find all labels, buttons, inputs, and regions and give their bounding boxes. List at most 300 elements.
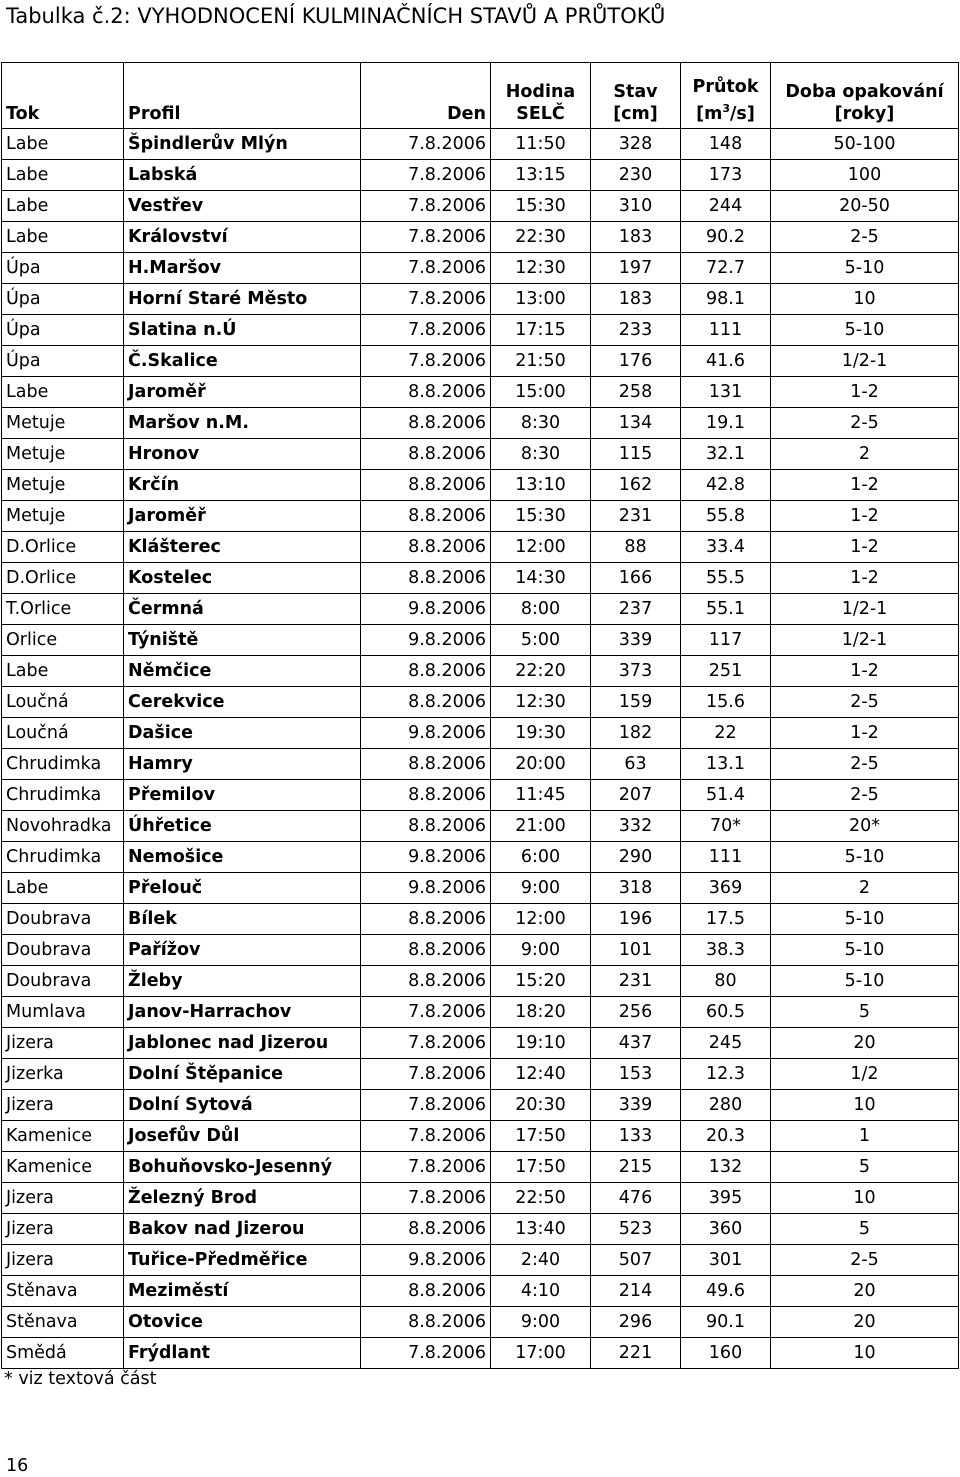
cell-den: 9.8.2006 <box>361 873 491 904</box>
cell-den: 7.8.2006 <box>361 1090 491 1121</box>
table-row <box>2 1152 959 1183</box>
cell-hodina: 21:00 <box>491 811 591 842</box>
cell-hodina: 20:30 <box>491 1090 591 1121</box>
cell-tok: Metuje <box>2 470 124 501</box>
cell-den: 7.8.2006 <box>361 253 491 284</box>
cell-den: 8.8.2006 <box>361 439 491 470</box>
cell-hodina: 9:00 <box>491 873 591 904</box>
table-row <box>2 873 959 904</box>
table-body <box>2 129 959 1369</box>
cell-tok: Metuje <box>2 501 124 532</box>
cell-hodina: 14:30 <box>491 563 591 594</box>
prutok-unit-sup: 3 <box>722 102 731 116</box>
cell-profil: Jaroměř <box>124 501 361 532</box>
cell-doba: 1-2 <box>771 501 959 532</box>
cell-den: 8.8.2006 <box>361 563 491 594</box>
cell-hodina: 13:15 <box>491 160 591 191</box>
cell-hodina: 19:30 <box>491 718 591 749</box>
cell-prutok: 90.1 <box>681 1307 771 1338</box>
cell-tok: Chrudimka <box>2 780 124 811</box>
cell-den: 8.8.2006 <box>361 780 491 811</box>
cell-stav: 233 <box>591 315 681 346</box>
cell-prutok: 111 <box>681 315 771 346</box>
cell-profil: Železný Brod <box>124 1183 361 1214</box>
cell-hodina: 15:30 <box>491 501 591 532</box>
cell-doba: 2-5 <box>771 1245 959 1276</box>
cell-prutok: 160 <box>681 1338 771 1369</box>
table-row <box>2 160 959 191</box>
page-number: 16 <box>6 1456 29 1476</box>
table-row <box>2 1028 959 1059</box>
cell-prutok: 17.5 <box>681 904 771 935</box>
cell-prutok: 19.1 <box>681 408 771 439</box>
cell-hodina: 19:10 <box>491 1028 591 1059</box>
cell-hodina: 17:00 <box>491 1338 591 1369</box>
table-row <box>2 656 959 687</box>
cell-profil: Klášterec <box>124 532 361 563</box>
cell-hodina: 12:00 <box>491 904 591 935</box>
cell-doba: 20 <box>771 1028 959 1059</box>
cell-den: 7.8.2006 <box>361 129 491 160</box>
col-header-den: Den <box>361 63 491 129</box>
table-row <box>2 377 959 408</box>
cell-profil: Týniště <box>124 625 361 656</box>
cell-doba: 2-5 <box>771 687 959 718</box>
cell-profil: Hamry <box>124 749 361 780</box>
cell-tok: D.Orlice <box>2 532 124 563</box>
table-row <box>2 532 959 563</box>
cell-tok: Jizera <box>2 1028 124 1059</box>
col-header-hodina <box>491 63 591 129</box>
cell-doba: 20* <box>771 811 959 842</box>
culmination-table <box>1 62 959 1369</box>
table-row <box>2 1059 959 1090</box>
cell-prutok: 38.3 <box>681 935 771 966</box>
cell-prutok: 72.7 <box>681 253 771 284</box>
cell-den: 7.8.2006 <box>361 315 491 346</box>
cell-profil: Bohuňovsko-Jesenný <box>124 1152 361 1183</box>
cell-den: 7.8.2006 <box>361 1152 491 1183</box>
cell-profil: Vestřev <box>124 191 361 222</box>
cell-stav: 133 <box>591 1121 681 1152</box>
cell-den: 7.8.2006 <box>361 1183 491 1214</box>
col-header-hodina-line1: Hodina <box>505 82 576 102</box>
cell-tok: Metuje <box>2 408 124 439</box>
cell-den: 9.8.2006 <box>361 718 491 749</box>
cell-prutok: 369 <box>681 873 771 904</box>
cell-stav: 310 <box>591 191 681 222</box>
cell-doba: 5-10 <box>771 842 959 873</box>
table-row <box>2 1276 959 1307</box>
cell-stav: 328 <box>591 129 681 160</box>
table-row <box>2 842 959 873</box>
cell-prutok: 111 <box>681 842 771 873</box>
cell-doba: 50-100 <box>771 129 959 160</box>
cell-profil: Dašice <box>124 718 361 749</box>
cell-profil: Josefův Důl <box>124 1121 361 1152</box>
cell-hodina: 15:20 <box>491 966 591 997</box>
table-row <box>2 594 959 625</box>
cell-hodina: 12:00 <box>491 532 591 563</box>
cell-tok: Doubrava <box>2 904 124 935</box>
cell-doba: 5-10 <box>771 935 959 966</box>
cell-tok: Úpa <box>2 253 124 284</box>
cell-tok: Jizera <box>2 1183 124 1214</box>
cell-prutok: 41.6 <box>681 346 771 377</box>
table-row <box>2 439 959 470</box>
cell-doba: 2-5 <box>771 408 959 439</box>
cell-profil: Č.Skalice <box>124 346 361 377</box>
table-header-row <box>2 63 959 129</box>
cell-profil: Hronov <box>124 439 361 470</box>
table-row <box>2 1245 959 1276</box>
cell-prutok: 22 <box>681 718 771 749</box>
col-header-profil: Profil <box>124 63 361 129</box>
cell-stav: 101 <box>591 935 681 966</box>
cell-hodina: 13:00 <box>491 284 591 315</box>
cell-stav: 318 <box>591 873 681 904</box>
cell-den: 7.8.2006 <box>361 191 491 222</box>
cell-prutok: 132 <box>681 1152 771 1183</box>
cell-tok: Mumlava <box>2 997 124 1028</box>
col-header-doba-line1: Doba opakování <box>785 82 944 102</box>
cell-profil: Přelouč <box>124 873 361 904</box>
cell-stav: 214 <box>591 1276 681 1307</box>
cell-tok: Jizerka <box>2 1059 124 1090</box>
cell-tok: Metuje <box>2 439 124 470</box>
cell-stav: 207 <box>591 780 681 811</box>
cell-tok: Labe <box>2 160 124 191</box>
cell-hodina: 18:20 <box>491 997 591 1028</box>
cell-doba: 5 <box>771 997 959 1028</box>
cell-prutok: 131 <box>681 377 771 408</box>
cell-den: 8.8.2006 <box>361 656 491 687</box>
cell-stav: 63 <box>591 749 681 780</box>
cell-profil: Bílek <box>124 904 361 935</box>
cell-den: 8.8.2006 <box>361 1307 491 1338</box>
cell-prutok: 80 <box>681 966 771 997</box>
page-title: Tabulka č.2: VYHODNOCENÍ KULMINAČNÍCH STAVŮ A PRŮTOKŮ <box>6 4 666 28</box>
cell-stav: 196 <box>591 904 681 935</box>
cell-den: 7.8.2006 <box>361 284 491 315</box>
cell-prutok: 148 <box>681 129 771 160</box>
table-row <box>2 346 959 377</box>
cell-prutok: 251 <box>681 656 771 687</box>
table-row <box>2 129 959 160</box>
col-header-stav-line1: Stav <box>613 82 658 102</box>
cell-stav: 183 <box>591 222 681 253</box>
cell-den: 8.8.2006 <box>361 1214 491 1245</box>
table-row <box>2 222 959 253</box>
cell-prutok: 70* <box>681 811 771 842</box>
cell-den: 8.8.2006 <box>361 811 491 842</box>
col-header-doba <box>771 63 959 129</box>
cell-prutok: 360 <box>681 1214 771 1245</box>
cell-stav: 476 <box>591 1183 681 1214</box>
cell-tok: Labe <box>2 222 124 253</box>
cell-stav: 176 <box>591 346 681 377</box>
col-header-prutok-line1: Průtok <box>692 77 759 98</box>
table-row <box>2 718 959 749</box>
cell-profil: Cerekvice <box>124 687 361 718</box>
cell-den: 7.8.2006 <box>361 997 491 1028</box>
table-row <box>2 1183 959 1214</box>
col-header-tok: Tok <box>2 63 124 129</box>
cell-profil: Dolní Sytová <box>124 1090 361 1121</box>
cell-hodina: 15:00 <box>491 377 591 408</box>
cell-prutok: 33.4 <box>681 532 771 563</box>
cell-stav: 373 <box>591 656 681 687</box>
cell-stav: 256 <box>591 997 681 1028</box>
cell-hodina: 12:30 <box>491 253 591 284</box>
cell-profil: Labská <box>124 160 361 191</box>
table-row <box>2 935 959 966</box>
table-row <box>2 1214 959 1245</box>
cell-doba: 10 <box>771 284 959 315</box>
cell-hodina: 17:50 <box>491 1152 591 1183</box>
cell-profil: Žleby <box>124 966 361 997</box>
cell-stav: 332 <box>591 811 681 842</box>
col-header-prutok <box>681 63 771 129</box>
cell-tok: Doubrava <box>2 935 124 966</box>
cell-prutok: 280 <box>681 1090 771 1121</box>
cell-den: 8.8.2006 <box>361 377 491 408</box>
cell-prutok: 173 <box>681 160 771 191</box>
cell-prutok: 90.2 <box>681 222 771 253</box>
cell-stav: 182 <box>591 718 681 749</box>
cell-doba: 1/2-1 <box>771 346 959 377</box>
cell-hodina: 8:30 <box>491 408 591 439</box>
cell-tok: Labe <box>2 377 124 408</box>
cell-prutok: 60.5 <box>681 997 771 1028</box>
cell-prutok: 117 <box>681 625 771 656</box>
cell-doba: 2-5 <box>771 749 959 780</box>
cell-doba: 1/2-1 <box>771 625 959 656</box>
cell-profil: Kostelec <box>124 563 361 594</box>
cell-hodina: 12:30 <box>491 687 591 718</box>
cell-den: 7.8.2006 <box>361 1059 491 1090</box>
cell-prutok: 244 <box>681 191 771 222</box>
cell-hodina: 13:40 <box>491 1214 591 1245</box>
cell-den: 8.8.2006 <box>361 966 491 997</box>
cell-profil: Otovice <box>124 1307 361 1338</box>
cell-hodina: 11:50 <box>491 129 591 160</box>
cell-stav: 296 <box>591 1307 681 1338</box>
cell-tok: Smědá <box>2 1338 124 1369</box>
cell-doba: 1-2 <box>771 377 959 408</box>
cell-doba: 20 <box>771 1307 959 1338</box>
cell-tok: Chrudimka <box>2 842 124 873</box>
cell-doba: 5 <box>771 1214 959 1245</box>
cell-tok: Jizera <box>2 1214 124 1245</box>
cell-doba: 20 <box>771 1276 959 1307</box>
cell-den: 7.8.2006 <box>361 160 491 191</box>
cell-tok: Úpa <box>2 284 124 315</box>
cell-prutok: 49.6 <box>681 1276 771 1307</box>
cell-prutok: 55.1 <box>681 594 771 625</box>
cell-stav: 231 <box>591 966 681 997</box>
cell-den: 8.8.2006 <box>361 408 491 439</box>
cell-prutok: 55.5 <box>681 563 771 594</box>
cell-profil: Meziměstí <box>124 1276 361 1307</box>
cell-hodina: 9:00 <box>491 935 591 966</box>
cell-den: 7.8.2006 <box>361 1028 491 1059</box>
cell-profil: Frýdlant <box>124 1338 361 1369</box>
cell-prutok: 15.6 <box>681 687 771 718</box>
cell-stav: 197 <box>591 253 681 284</box>
cell-tok: T.Orlice <box>2 594 124 625</box>
cell-profil: Nemošice <box>124 842 361 873</box>
cell-tok: Orlice <box>2 625 124 656</box>
table-row <box>2 687 959 718</box>
cell-profil: Dolní Štěpanice <box>124 1059 361 1090</box>
cell-stav: 115 <box>591 439 681 470</box>
cell-prutok: 20.3 <box>681 1121 771 1152</box>
cell-doba: 2 <box>771 439 959 470</box>
cell-stav: 237 <box>591 594 681 625</box>
table-row <box>2 253 959 284</box>
cell-tok: Loučná <box>2 718 124 749</box>
cell-profil: Špindlerův Mlýn <box>124 129 361 160</box>
cell-tok: Kamenice <box>2 1121 124 1152</box>
cell-doba: 5-10 <box>771 253 959 284</box>
cell-doba: 1 <box>771 1121 959 1152</box>
cell-profil: Čermná <box>124 594 361 625</box>
cell-stav: 339 <box>591 1090 681 1121</box>
table-row <box>2 780 959 811</box>
cell-stav: 166 <box>591 563 681 594</box>
cell-den: 7.8.2006 <box>361 346 491 377</box>
cell-profil: Přemilov <box>124 780 361 811</box>
table-row <box>2 1090 959 1121</box>
cell-stav: 437 <box>591 1028 681 1059</box>
table-row <box>2 625 959 656</box>
cell-den: 7.8.2006 <box>361 222 491 253</box>
cell-doba: 1-2 <box>771 656 959 687</box>
cell-den: 8.8.2006 <box>361 687 491 718</box>
col-header-stav-line2: [cm] <box>613 104 658 124</box>
cell-tok: Stěnava <box>2 1307 124 1338</box>
cell-den: 8.8.2006 <box>361 470 491 501</box>
cell-hodina: 17:50 <box>491 1121 591 1152</box>
cell-doba: 2 <box>771 873 959 904</box>
cell-hodina: 6:00 <box>491 842 591 873</box>
cell-hodina: 13:10 <box>491 470 591 501</box>
cell-tok: Jizera <box>2 1090 124 1121</box>
cell-profil: Maršov n.M. <box>124 408 361 439</box>
footnote: * viz textová část <box>4 1369 157 1389</box>
cell-den: 9.8.2006 <box>361 594 491 625</box>
cell-prutok: 13.1 <box>681 749 771 780</box>
cell-profil: Němčice <box>124 656 361 687</box>
cell-tok: Chrudimka <box>2 749 124 780</box>
cell-profil: Jablonec nad Jizerou <box>124 1028 361 1059</box>
table-row <box>2 1307 959 1338</box>
cell-doba: 5 <box>771 1152 959 1183</box>
cell-hodina: 8:00 <box>491 594 591 625</box>
cell-profil: Jaroměř <box>124 377 361 408</box>
cell-doba: 10 <box>771 1338 959 1369</box>
table-row <box>2 749 959 780</box>
cell-prutok: 395 <box>681 1183 771 1214</box>
cell-stav: 507 <box>591 1245 681 1276</box>
cell-tok: D.Orlice <box>2 563 124 594</box>
cell-hodina: 15:30 <box>491 191 591 222</box>
cell-doba: 1-2 <box>771 718 959 749</box>
cell-stav: 523 <box>591 1214 681 1245</box>
cell-doba: 20-50 <box>771 191 959 222</box>
cell-den: 9.8.2006 <box>361 842 491 873</box>
cell-den: 7.8.2006 <box>361 1121 491 1152</box>
cell-den: 7.8.2006 <box>361 1338 491 1369</box>
cell-hodina: 9:00 <box>491 1307 591 1338</box>
table-row <box>2 501 959 532</box>
cell-den: 8.8.2006 <box>361 904 491 935</box>
prutok-unit-post: /s] <box>730 104 755 124</box>
cell-profil: Tuřice-Předměřice <box>124 1245 361 1276</box>
cell-stav: 153 <box>591 1059 681 1090</box>
cell-hodina: 12:40 <box>491 1059 591 1090</box>
cell-stav: 290 <box>591 842 681 873</box>
cell-doba: 100 <box>771 160 959 191</box>
cell-profil: Pařížov <box>124 935 361 966</box>
cell-stav: 221 <box>591 1338 681 1369</box>
cell-hodina: 20:00 <box>491 749 591 780</box>
cell-profil: H.Maršov <box>124 253 361 284</box>
col-header-doba-line2: [roky] <box>834 104 895 124</box>
cell-doba: 1-2 <box>771 532 959 563</box>
cell-hodina: 4:10 <box>491 1276 591 1307</box>
cell-prutok: 32.1 <box>681 439 771 470</box>
cell-stav: 339 <box>591 625 681 656</box>
table-row <box>2 966 959 997</box>
cell-tok: Labe <box>2 191 124 222</box>
cell-prutok: 12.3 <box>681 1059 771 1090</box>
cell-doba: 1/2-1 <box>771 594 959 625</box>
cell-stav: 258 <box>591 377 681 408</box>
prutok-unit-pre: [m <box>696 104 723 124</box>
cell-hodina: 11:45 <box>491 780 591 811</box>
cell-stav: 162 <box>591 470 681 501</box>
cell-doba: 1-2 <box>771 470 959 501</box>
cell-den: 8.8.2006 <box>361 1276 491 1307</box>
cell-profil: Janov-Harrachov <box>124 997 361 1028</box>
cell-hodina: 22:30 <box>491 222 591 253</box>
cell-stav: 231 <box>591 501 681 532</box>
table-row <box>2 470 959 501</box>
cell-stav: 215 <box>591 1152 681 1183</box>
cell-den: 9.8.2006 <box>361 1245 491 1276</box>
cell-tok: Labe <box>2 873 124 904</box>
cell-hodina: 22:50 <box>491 1183 591 1214</box>
cell-doba: 5-10 <box>771 966 959 997</box>
cell-hodina: 2:40 <box>491 1245 591 1276</box>
table-row <box>2 997 959 1028</box>
cell-prutok: 51.4 <box>681 780 771 811</box>
cell-prutok: 301 <box>681 1245 771 1276</box>
cell-doba: 10 <box>771 1183 959 1214</box>
cell-doba: 10 <box>771 1090 959 1121</box>
col-header-prutok-line2 <box>685 98 766 125</box>
table-row <box>2 904 959 935</box>
cell-hodina: 21:50 <box>491 346 591 377</box>
cell-stav: 183 <box>591 284 681 315</box>
cell-hodina: 22:20 <box>491 656 591 687</box>
table-row <box>2 563 959 594</box>
cell-profil: Krčín <box>124 470 361 501</box>
table-row <box>2 284 959 315</box>
cell-doba: 5-10 <box>771 315 959 346</box>
